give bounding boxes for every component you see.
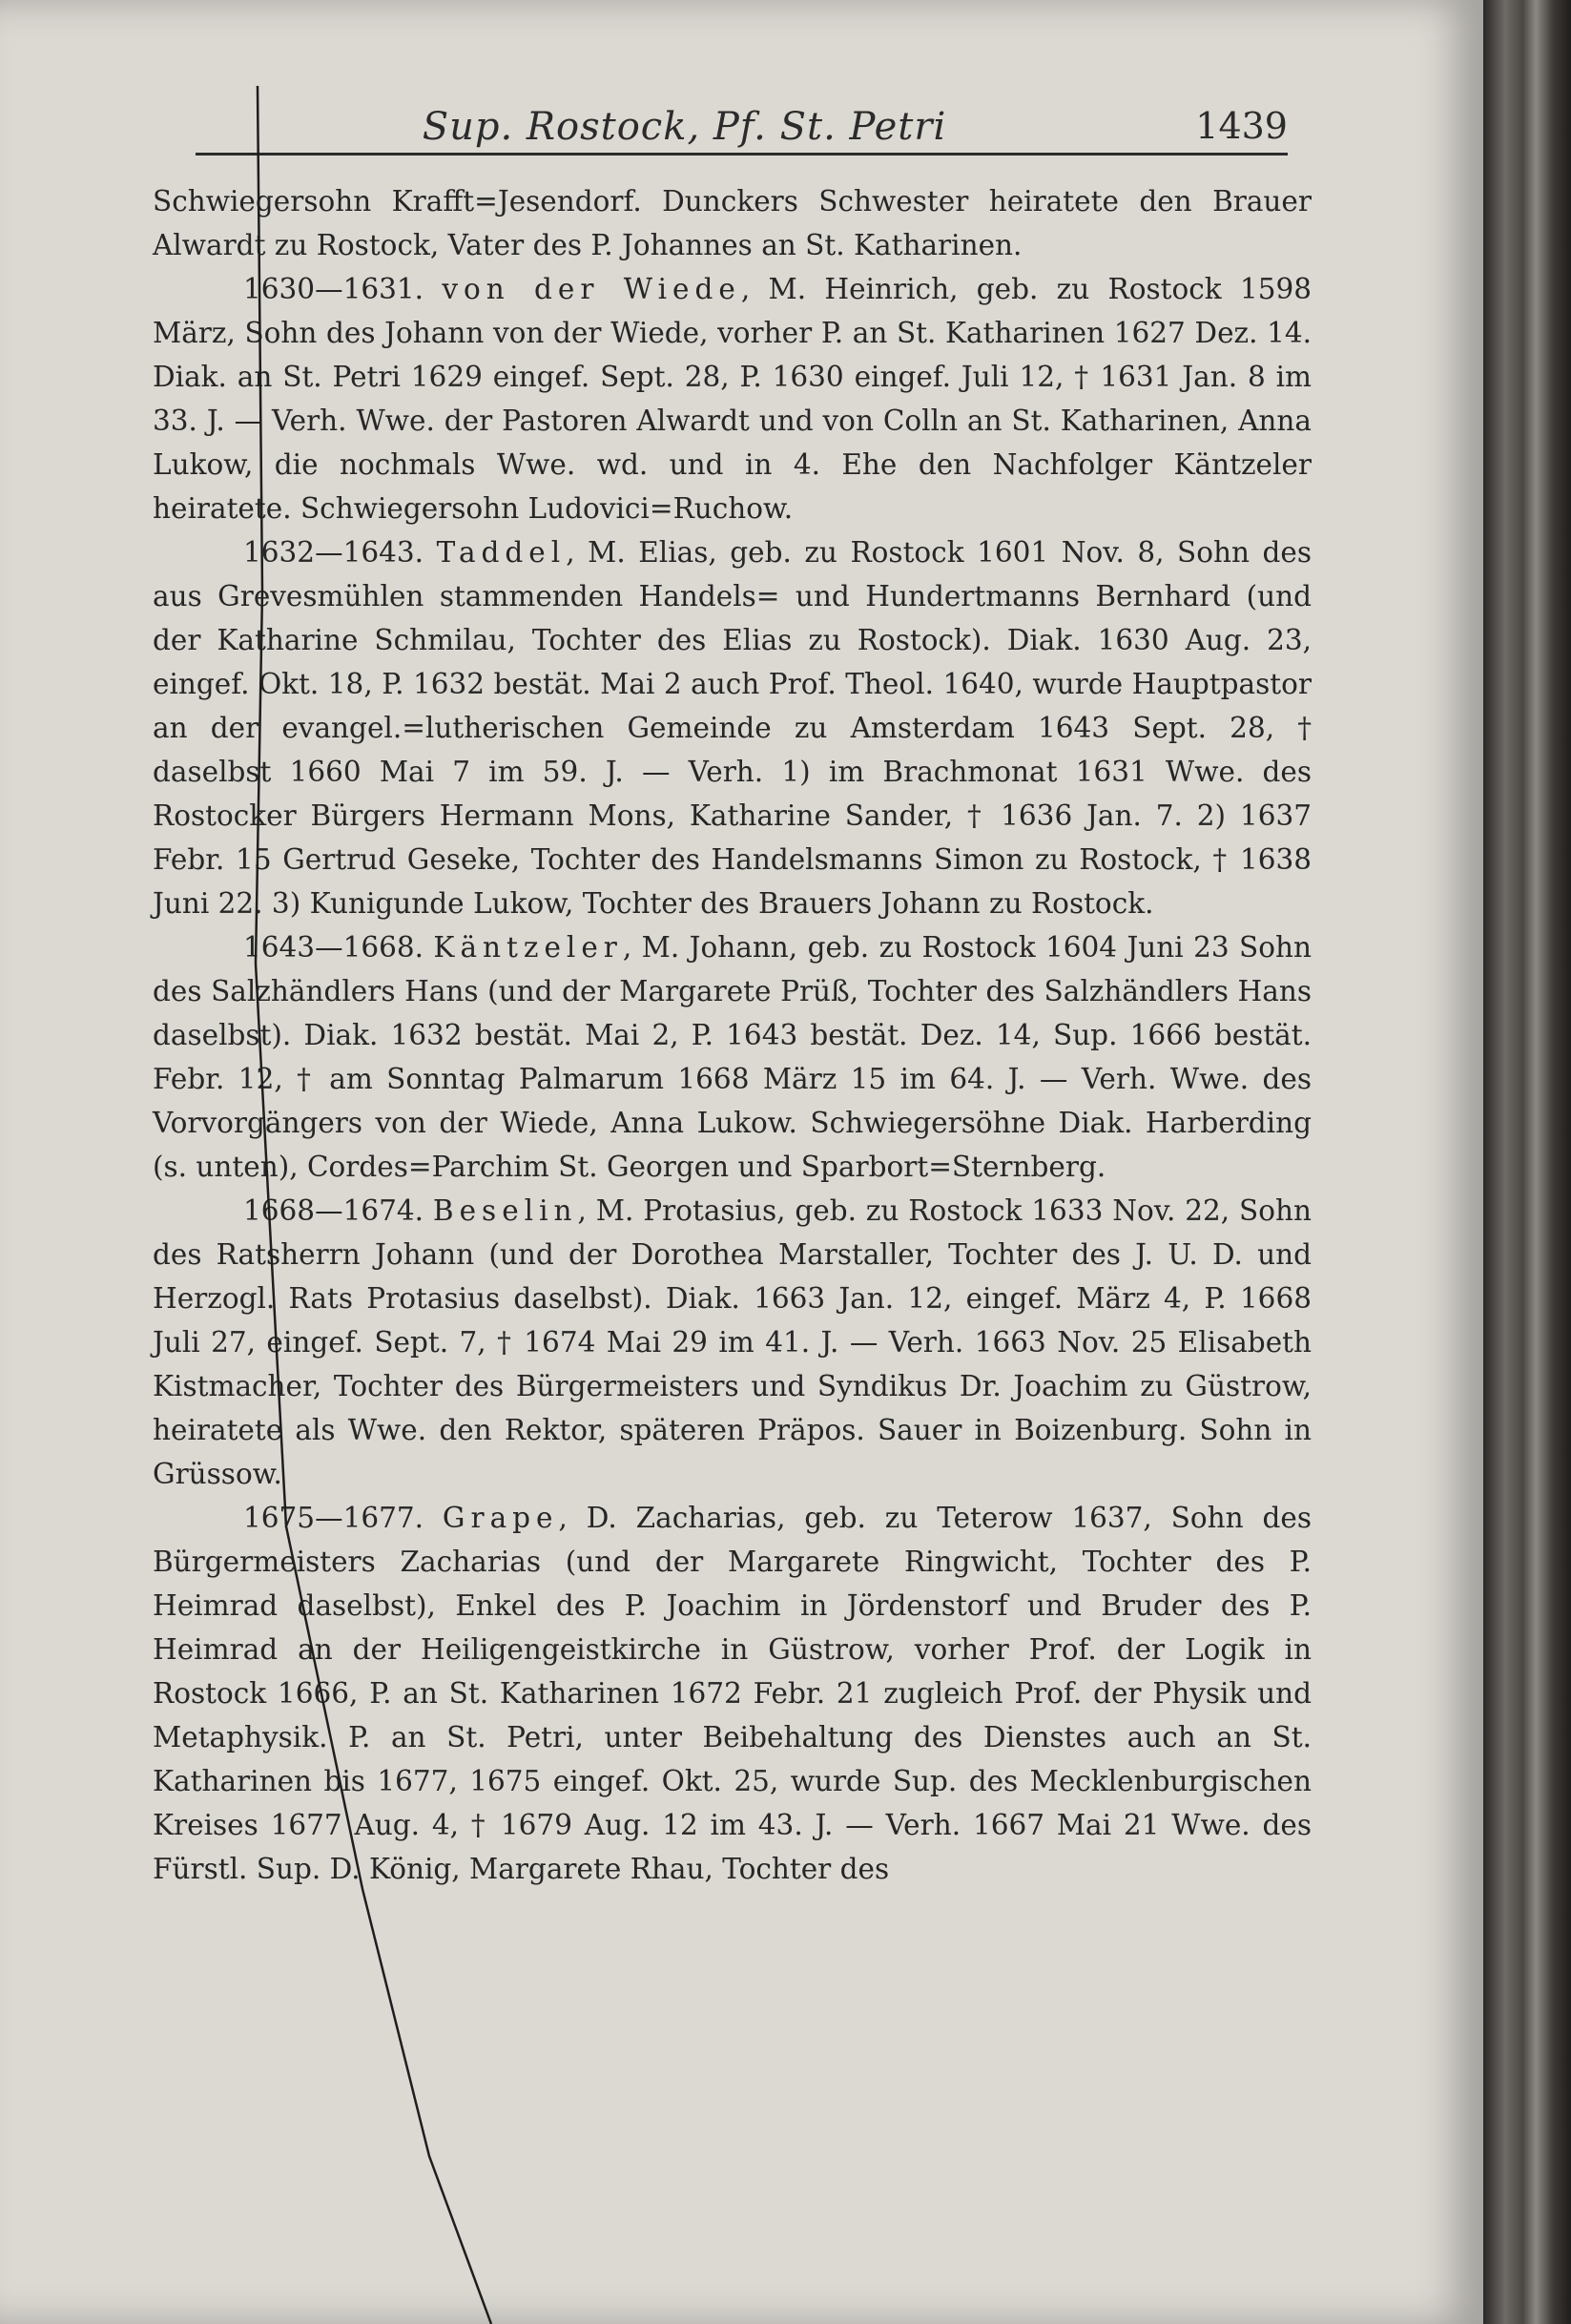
entry-years: 1643—1668.: [243, 931, 434, 964]
entry-von-der-wiede: [153, 267, 1312, 530]
running-title: Sup. Rostock, Pf. St. Petri: [422, 105, 947, 149]
entry-beselin: [153, 1189, 1312, 1496]
entry-kaentzeler: [153, 925, 1312, 1189]
entry-text: , M. Protasius, geb. zu Rostock 1633 Nov. 22, Sohn des Ratsherrn Johann (und der Dorothea Marstaller, Tochter des J. U. D. und Herzogl. Rats Protasius daselbst). Diak. 1663 Jan. 12, eingef. März 4, P. 1668 Juli 27, eingef. Sept. 7, † 1674 Mai 29 im 41. J. — Verh. 1663 Nov. 25 Elisabeth Kistmacher, Tochter des Bürgermeisters und Syndikus Dr. Joachim zu Güstrow, heiratete als Wwe. den Rektor, späteren Präpos. Sauer in Boizenburg. Sohn in Grüssow.: [153, 1194, 1312, 1490]
entry-name: Grape: [442, 1502, 559, 1534]
page-body: [153, 179, 1312, 1891]
entry-name: von der Wiede: [442, 273, 741, 305]
entry-name: Beselin: [432, 1194, 578, 1227]
header-rule: [196, 153, 1288, 156]
entry-years: 1668—1674.: [243, 1194, 433, 1227]
entry-taddel: [153, 530, 1312, 925]
paragraph-continuation: [153, 179, 1312, 267]
entry-text: , D. Zacharias, geb. zu Teterow 1637, Sohn des Bürgermeisters Zacharias (und der Margarete Ringwicht, Tochter des P. Heimrad daselbst), Enkel des P. Joachim in Jördenstorf und Bruder des P. Heimrad an der Heiligengeistkirche in Güstrow, vorher Prof. der Logik in Rostock 1666, P. an St. Katharinen 1672 Febr. 21 zugleich Prof. der Physik und Metaphysik. P. an St. Petri, unter Beibehaltung des Dienstes auch an St. Katharinen bis 1677, 1675 eingef. Okt. 25, wurde Sup. des Mecklenburgischen Kreises 1677 Aug. 4, † 1679 Aug. 12 im 43. J. — Verh. 1667 Mai 21 Wwe. des Fürstl. Sup. D. König, Margarete Rhau, Tochter des: [153, 1502, 1312, 1885]
page-number: 1439: [1195, 105, 1288, 147]
entry-name: Taddel: [436, 536, 567, 569]
book-spine-edge: [1483, 0, 1571, 2324]
paragraph-text: Schwiegersohn Krafft=Jesendorf. Dunckers Schwester heiratete den Brauer Alwardt zu Rostock, Vater des P. Johannes an St. Katharinen.: [153, 185, 1312, 261]
entry-name: Käntzeler: [433, 931, 623, 964]
entry-text: , M. Johann, geb. zu Rostock 1604 Juni 23 Sohn des Salzhändlers Hans (und der Margarete Prüß, Tochter des Salzhändlers Hans daselbst). Diak. 1632 bestät. Mai 2, P. 1643 bestät. Dez. 14, Sup. 1666 bestät. Febr. 12, † am Sonntag Palmarum 1668 März 15 im 64. J. — Verh. Wwe. des Vorvorgängers von der Wiede, Anna Lukow. Schwiegersöhne Diak. Harberding (s. unten), Cordes=Parchim St. Georgen und Sparbort=Sternberg.: [153, 931, 1313, 1183]
entry-years: 1675—1677.: [243, 1502, 443, 1534]
entry-years: 1630—1631.: [243, 273, 443, 305]
entry-years: 1632—1643.: [243, 536, 437, 569]
entry-text: , M. Elias, geb. zu Rostock 1601 Nov. 8, Sohn des aus Grevesmühlen stammenden Handels= und Hundertmanns Bernhard (und der Katharine Schmilau, Tochter des Elias zu Rostock). Diak. 1630 Aug. 23, eingef. Okt. 18, P. 1632 bestät. Mai 2 auch Prof. Theol. 1640, wurde Hauptpastor an der evangel.=lutherischen Gemeinde zu Amsterdam 1643 Sept. 28, † daselbst 1660 Mai 7 im 59. J. — Verh. 1) im Brachmonat 1631 Wwe. des Rostocker Bürgers Hermann Mons, Katharine Sander, † 1636 Jan. 7. 2) 1637 Febr. 15 Gertrud Geseke, Tochter des Handelsmanns Simon zu Rostock, † 1638 Juni 22. 3) Kunigunde Lukow, Tochter des Brauers Johann zu Rostock.: [153, 536, 1313, 920]
entry-text: , M. Heinrich, geb. zu Rostock 1598 März, Sohn des Johann von der Wiede, vorher P. an St. Katharinen 1627 Dez. 14. Diak. an St. Petri 1629 eingef. Sept. 28, P. 1630 eingef. Juli 12, † 1631 Jan. 8 im 33. J. — Verh. Wwe. der Pastoren Alwardt und von Colln an St. Katharinen, Anna Lukow, die nochmals Wwe. wd. und in 4. Ehe den Nachfolger Käntzeler heiratete. Schwiegersohn Ludovici=Ruchow.: [153, 273, 1312, 525]
entry-grape: [153, 1496, 1312, 1891]
